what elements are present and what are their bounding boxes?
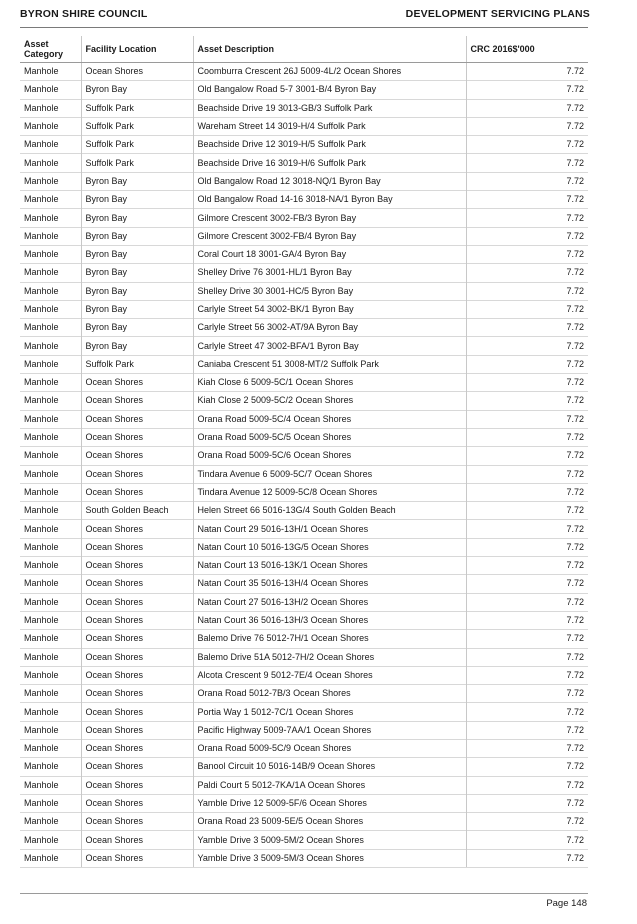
cell-asset-category: Manhole <box>20 447 81 465</box>
cell-facility-location: South Golden Beach <box>81 502 193 520</box>
table-row <box>20 502 588 520</box>
table-row <box>20 648 588 666</box>
cell-asset-description: Balemo Drive 76 5012-7H/1 Ocean Shores <box>193 630 466 648</box>
cell-facility-location: Byron Bay <box>81 300 193 318</box>
cell-crc-value: 7.72 <box>466 611 588 629</box>
table-row <box>20 227 588 245</box>
cell-asset-category: Manhole <box>20 282 81 300</box>
cell-facility-location: Suffolk Park <box>81 154 193 172</box>
footer-divider <box>20 893 588 894</box>
cell-crc-value: 7.72 <box>466 502 588 520</box>
cell-asset-description: Balemo Drive 51A 5012-7H/2 Ocean Shores <box>193 648 466 666</box>
table-row <box>20 392 588 410</box>
table-row <box>20 721 588 739</box>
cell-facility-location: Byron Bay <box>81 81 193 99</box>
cell-crc-value: 7.72 <box>466 410 588 428</box>
cell-crc-value: 7.72 <box>466 794 588 812</box>
cell-asset-category: Manhole <box>20 538 81 556</box>
cell-crc-value: 7.72 <box>466 557 588 575</box>
cell-asset-category: Manhole <box>20 849 81 867</box>
cell-facility-location: Byron Bay <box>81 319 193 337</box>
cell-crc-value: 7.72 <box>466 685 588 703</box>
cell-asset-description: Orana Road 5012-7B/3 Ocean Shores <box>193 685 466 703</box>
cell-facility-location: Byron Bay <box>81 282 193 300</box>
cell-asset-description: Carlyle Street 56 3002-AT/9A Byron Bay <box>193 319 466 337</box>
cell-facility-location: Byron Bay <box>81 337 193 355</box>
cell-crc-value: 7.72 <box>466 319 588 337</box>
cell-crc-value: 7.72 <box>466 666 588 684</box>
cell-asset-description: Carlyle Street 54 3002-BK/1 Byron Bay <box>193 300 466 318</box>
cell-facility-location: Byron Bay <box>81 227 193 245</box>
cell-asset-description: Natan Court 13 5016-13K/1 Ocean Shores <box>193 557 466 575</box>
document-title: DEVELOPMENT SERVICING PLANS <box>405 8 590 20</box>
cell-facility-location: Byron Bay <box>81 264 193 282</box>
table-row <box>20 172 588 190</box>
cell-asset-category: Manhole <box>20 520 81 538</box>
table-row <box>20 319 588 337</box>
cell-facility-location: Ocean Shores <box>81 739 193 757</box>
page-number: Page 148 <box>546 898 587 909</box>
cell-facility-location: Ocean Shores <box>81 611 193 629</box>
column-header-crc: CRC 2016$'000 <box>466 36 588 63</box>
table-row <box>20 355 588 373</box>
cell-crc-value: 7.72 <box>466 849 588 867</box>
cell-asset-description: Natan Court 36 5016-13H/3 Ocean Shores <box>193 611 466 629</box>
cell-asset-category: Manhole <box>20 81 81 99</box>
cell-crc-value: 7.72 <box>466 648 588 666</box>
cell-crc-value: 7.72 <box>466 520 588 538</box>
cell-facility-location: Ocean Shores <box>81 794 193 812</box>
cell-asset-description: Kiah Close 2 5009-5C/2 Ocean Shores <box>193 392 466 410</box>
cell-facility-location: Ocean Shores <box>81 575 193 593</box>
cell-facility-location: Ocean Shores <box>81 63 193 81</box>
cell-crc-value: 7.72 <box>466 758 588 776</box>
cell-crc-value: 7.72 <box>466 81 588 99</box>
cell-crc-value: 7.72 <box>466 630 588 648</box>
table-header-row <box>20 36 588 63</box>
cell-asset-description: Yamble Drive 3 5009-5M/2 Ocean Shores <box>193 831 466 849</box>
cell-facility-location: Byron Bay <box>81 209 193 227</box>
cell-crc-value: 7.72 <box>466 136 588 154</box>
table-row <box>20 703 588 721</box>
cell-crc-value: 7.72 <box>466 282 588 300</box>
cell-facility-location: Ocean Shores <box>81 557 193 575</box>
cell-facility-location: Byron Bay <box>81 245 193 263</box>
cell-asset-category: Manhole <box>20 99 81 117</box>
cell-facility-location: Byron Bay <box>81 172 193 190</box>
table-row <box>20 428 588 446</box>
table-row <box>20 282 588 300</box>
table-row <box>20 575 588 593</box>
cell-asset-category: Manhole <box>20 355 81 373</box>
cell-asset-category: Manhole <box>20 593 81 611</box>
cell-asset-category: Manhole <box>20 483 81 501</box>
cell-facility-location: Ocean Shores <box>81 776 193 794</box>
table-row <box>20 337 588 355</box>
cell-asset-category: Manhole <box>20 575 81 593</box>
cell-asset-description: Orana Road 23 5009-5E/5 Ocean Shores <box>193 813 466 831</box>
cell-asset-category: Manhole <box>20 685 81 703</box>
cell-asset-category: Manhole <box>20 337 81 355</box>
cell-asset-description: Natan Court 35 5016-13H/4 Ocean Shores <box>193 575 466 593</box>
organisation-name: BYRON SHIRE COUNCIL <box>20 8 148 20</box>
cell-asset-description: Shelley Drive 76 3001-HL/1 Byron Bay <box>193 264 466 282</box>
cell-asset-category: Manhole <box>20 172 81 190</box>
cell-asset-description: Tindara Avenue 12 5009-5C/8 Ocean Shores <box>193 483 466 501</box>
table-row <box>20 374 588 392</box>
table-row <box>20 666 588 684</box>
cell-asset-description: Beachside Drive 19 3013-GB/3 Suffolk Park <box>193 99 466 117</box>
cell-crc-value: 7.72 <box>466 154 588 172</box>
cell-crc-value: 7.72 <box>466 264 588 282</box>
cell-crc-value: 7.72 <box>466 447 588 465</box>
cell-crc-value: 7.72 <box>466 300 588 318</box>
cell-facility-location: Ocean Shores <box>81 630 193 648</box>
cell-crc-value: 7.72 <box>466 191 588 209</box>
cell-asset-description: Gilmore Crescent 3002-FB/3 Byron Bay <box>193 209 466 227</box>
cell-facility-location: Ocean Shores <box>81 447 193 465</box>
cell-asset-category: Manhole <box>20 209 81 227</box>
cell-facility-location: Ocean Shores <box>81 428 193 446</box>
cell-crc-value: 7.72 <box>466 99 588 117</box>
page-header <box>20 8 590 24</box>
cell-facility-location: Ocean Shores <box>81 648 193 666</box>
cell-crc-value: 7.72 <box>466 337 588 355</box>
cell-crc-value: 7.72 <box>466 776 588 794</box>
cell-asset-category: Manhole <box>20 831 81 849</box>
cell-asset-description: Kiah Close 6 5009-5C/1 Ocean Shores <box>193 374 466 392</box>
cell-asset-category: Manhole <box>20 410 81 428</box>
cell-asset-category: Manhole <box>20 557 81 575</box>
cell-crc-value: 7.72 <box>466 227 588 245</box>
cell-asset-category: Manhole <box>20 227 81 245</box>
cell-asset-category: Manhole <box>20 191 81 209</box>
table-row <box>20 630 588 648</box>
cell-asset-category: Manhole <box>20 428 81 446</box>
cell-crc-value: 7.72 <box>466 374 588 392</box>
cell-facility-location: Ocean Shores <box>81 374 193 392</box>
table-row <box>20 520 588 538</box>
cell-facility-location: Suffolk Park <box>81 99 193 117</box>
cell-crc-value: 7.72 <box>466 63 588 81</box>
table-row <box>20 99 588 117</box>
table-row <box>20 593 588 611</box>
cell-facility-location: Ocean Shores <box>81 703 193 721</box>
cell-facility-location: Ocean Shores <box>81 685 193 703</box>
column-header-asset-category: Asset Category <box>20 36 81 63</box>
header-divider <box>20 27 588 28</box>
table-row <box>20 63 588 81</box>
asset-table <box>20 36 588 868</box>
cell-facility-location: Ocean Shores <box>81 666 193 684</box>
cell-asset-description: Coral Court 18 3001-GA/4 Byron Bay <box>193 245 466 263</box>
table-row <box>20 264 588 282</box>
cell-asset-category: Manhole <box>20 648 81 666</box>
cell-asset-description: Tindara Avenue 6 5009-5C/7 Ocean Shores <box>193 465 466 483</box>
cell-crc-value: 7.72 <box>466 721 588 739</box>
cell-asset-category: Manhole <box>20 630 81 648</box>
cell-asset-description: Natan Court 10 5016-13G/5 Ocean Shores <box>193 538 466 556</box>
table-row <box>20 794 588 812</box>
cell-crc-value: 7.72 <box>466 703 588 721</box>
cell-asset-category: Manhole <box>20 721 81 739</box>
cell-asset-category: Manhole <box>20 758 81 776</box>
cell-asset-category: Manhole <box>20 319 81 337</box>
cell-asset-category: Manhole <box>20 703 81 721</box>
cell-asset-category: Manhole <box>20 264 81 282</box>
cell-asset-description: Orana Road 5009-5C/4 Ocean Shores <box>193 410 466 428</box>
column-header-asset-description: Asset Description <box>193 36 466 63</box>
cell-asset-category: Manhole <box>20 739 81 757</box>
cell-facility-location: Suffolk Park <box>81 117 193 135</box>
cell-asset-description: Carlyle Street 47 3002-BFA/1 Byron Bay <box>193 337 466 355</box>
table-row <box>20 136 588 154</box>
column-header-facility-location: Facility Location <box>81 36 193 63</box>
cell-facility-location: Ocean Shores <box>81 758 193 776</box>
cell-crc-value: 7.72 <box>466 813 588 831</box>
table-row <box>20 191 588 209</box>
cell-asset-description: Caniaba Crescent 51 3008-MT/2 Suffolk Park <box>193 355 466 373</box>
cell-asset-description: Yamble Drive 12 5009-5F/6 Ocean Shores <box>193 794 466 812</box>
table-row <box>20 849 588 867</box>
table-row <box>20 154 588 172</box>
cell-asset-description: Paldi Court 5 5012-7KA/1A Ocean Shores <box>193 776 466 794</box>
table-row <box>20 813 588 831</box>
cell-asset-description: Old Bangalow Road 5-7 3001-B/4 Byron Bay <box>193 81 466 99</box>
cell-asset-category: Manhole <box>20 465 81 483</box>
cell-facility-location: Ocean Shores <box>81 721 193 739</box>
table-row <box>20 739 588 757</box>
cell-asset-description: Portia Way 1 5012-7C/1 Ocean Shores <box>193 703 466 721</box>
cell-asset-description: Pacific Highway 5009-7AA/1 Ocean Shores <box>193 721 466 739</box>
cell-facility-location: Ocean Shores <box>81 813 193 831</box>
cell-crc-value: 7.72 <box>466 355 588 373</box>
table-row <box>20 465 588 483</box>
cell-asset-category: Manhole <box>20 300 81 318</box>
cell-asset-description: Orana Road 5009-5C/9 Ocean Shores <box>193 739 466 757</box>
table-row <box>20 245 588 263</box>
cell-asset-description: Beachside Drive 16 3019-H/6 Suffolk Park <box>193 154 466 172</box>
cell-crc-value: 7.72 <box>466 575 588 593</box>
table-row <box>20 300 588 318</box>
table-row <box>20 538 588 556</box>
cell-asset-category: Manhole <box>20 794 81 812</box>
cell-asset-description: Beachside Drive 12 3019-H/5 Suffolk Park <box>193 136 466 154</box>
cell-facility-location: Byron Bay <box>81 191 193 209</box>
cell-asset-category: Manhole <box>20 813 81 831</box>
cell-asset-description: Old Bangalow Road 14-16 3018-NA/1 Byron Bay <box>193 191 466 209</box>
cell-crc-value: 7.72 <box>466 245 588 263</box>
table-row <box>20 557 588 575</box>
cell-facility-location: Ocean Shores <box>81 538 193 556</box>
table-row <box>20 776 588 794</box>
cell-crc-value: 7.72 <box>466 831 588 849</box>
cell-facility-location: Suffolk Park <box>81 355 193 373</box>
cell-crc-value: 7.72 <box>466 117 588 135</box>
table-row <box>20 447 588 465</box>
cell-asset-description: Helen Street 66 5016-13G/4 South Golden Beach <box>193 502 466 520</box>
cell-facility-location: Ocean Shores <box>81 410 193 428</box>
cell-asset-description: Old Bangalow Road 12 3018-NQ/1 Byron Bay <box>193 172 466 190</box>
cell-asset-description: Natan Court 29 5016-13H/1 Ocean Shores <box>193 520 466 538</box>
cell-facility-location: Ocean Shores <box>81 849 193 867</box>
cell-asset-category: Manhole <box>20 611 81 629</box>
cell-asset-description: Orana Road 5009-5C/5 Ocean Shores <box>193 428 466 446</box>
cell-facility-location: Ocean Shores <box>81 465 193 483</box>
cell-asset-category: Manhole <box>20 245 81 263</box>
cell-asset-description: Banool Circuit 10 5016-14B/9 Ocean Shores <box>193 758 466 776</box>
table-body <box>20 63 588 868</box>
cell-facility-location: Suffolk Park <box>81 136 193 154</box>
cell-asset-description: Gilmore Crescent 3002-FB/4 Byron Bay <box>193 227 466 245</box>
cell-crc-value: 7.72 <box>466 739 588 757</box>
cell-asset-category: Manhole <box>20 392 81 410</box>
cell-asset-category: Manhole <box>20 63 81 81</box>
cell-facility-location: Ocean Shores <box>81 483 193 501</box>
cell-asset-category: Manhole <box>20 502 81 520</box>
cell-crc-value: 7.72 <box>466 465 588 483</box>
table-row <box>20 483 588 501</box>
cell-crc-value: 7.72 <box>466 428 588 446</box>
cell-crc-value: 7.72 <box>466 392 588 410</box>
table-row <box>20 81 588 99</box>
cell-asset-category: Manhole <box>20 374 81 392</box>
table-row <box>20 831 588 849</box>
cell-facility-location: Ocean Shores <box>81 392 193 410</box>
cell-asset-category: Manhole <box>20 154 81 172</box>
cell-asset-description: Natan Court 27 5016-13H/2 Ocean Shores <box>193 593 466 611</box>
cell-asset-category: Manhole <box>20 666 81 684</box>
table-row <box>20 117 588 135</box>
cell-facility-location: Ocean Shores <box>81 593 193 611</box>
cell-asset-category: Manhole <box>20 136 81 154</box>
cell-facility-location: Ocean Shores <box>81 520 193 538</box>
cell-asset-category: Manhole <box>20 117 81 135</box>
cell-facility-location: Ocean Shores <box>81 831 193 849</box>
cell-asset-category: Manhole <box>20 776 81 794</box>
cell-asset-description: Wareham Street 14 3019-H/4 Suffolk Park <box>193 117 466 135</box>
cell-asset-description: Alcota Crescent 9 5012-7E/4 Ocean Shores <box>193 666 466 684</box>
table-row <box>20 758 588 776</box>
table-row <box>20 209 588 227</box>
cell-crc-value: 7.72 <box>466 483 588 501</box>
cell-asset-description: Yamble Drive 3 5009-5M/3 Ocean Shores <box>193 849 466 867</box>
table-row <box>20 410 588 428</box>
table-row <box>20 611 588 629</box>
cell-asset-description: Shelley Drive 30 3001-HC/5 Byron Bay <box>193 282 466 300</box>
cell-crc-value: 7.72 <box>466 209 588 227</box>
cell-asset-description: Orana Road 5009-5C/6 Ocean Shores <box>193 447 466 465</box>
cell-crc-value: 7.72 <box>466 593 588 611</box>
cell-crc-value: 7.72 <box>466 172 588 190</box>
cell-asset-description: Coomburra Crescent 26J 5009-4L/2 Ocean Shores <box>193 63 466 81</box>
table-row <box>20 685 588 703</box>
cell-crc-value: 7.72 <box>466 538 588 556</box>
